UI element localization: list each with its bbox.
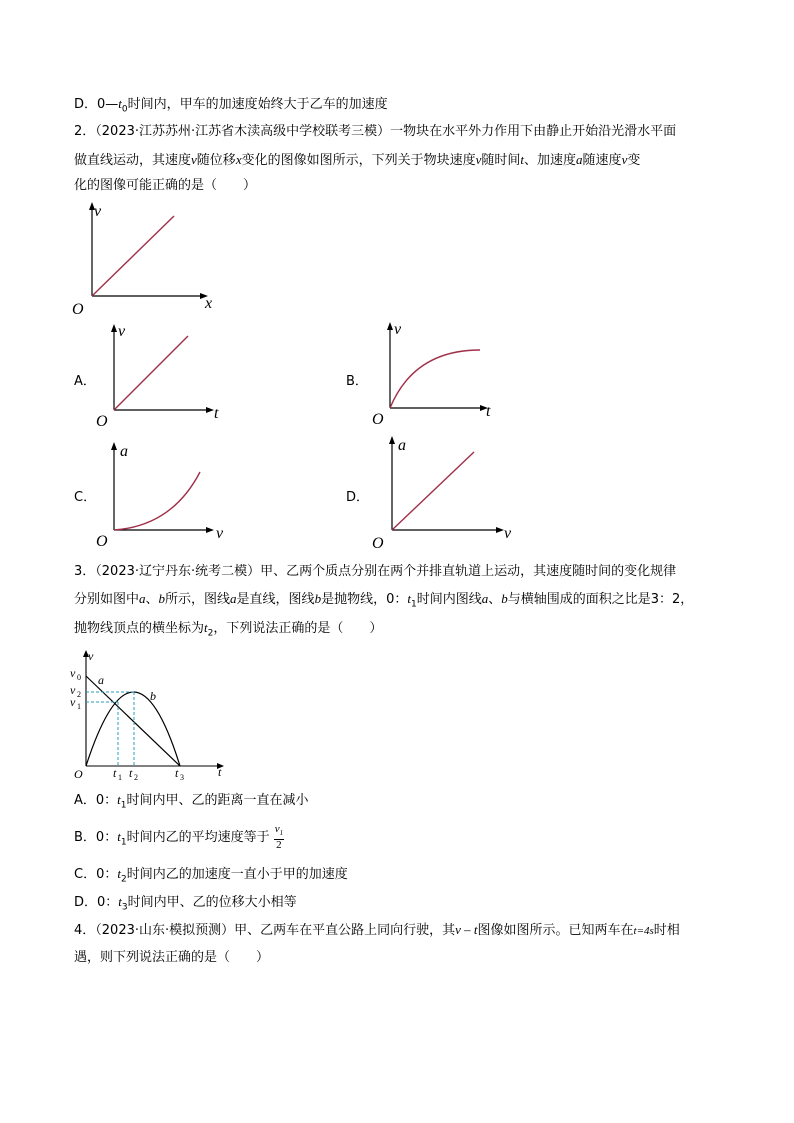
svg-text:v: v: [88, 649, 94, 663]
svg-text:t: t: [214, 405, 219, 422]
q3-line-a: [86, 676, 180, 766]
svg-text:3: 3: [180, 773, 184, 780]
q2-option-c-graph[interactable]: [92, 438, 232, 550]
svg-text:1: 1: [77, 702, 81, 711]
q3-stem-line3: 抛物线顶点的横坐标为$t_2$，下列说法正确的是（ ）: [74, 620, 383, 639]
svg-text:a: a: [120, 443, 128, 460]
q2-main-y-label: v: [94, 203, 102, 220]
q4-stem-line1: 4．（2023·山东·模拟预测）甲、乙两车在平直公路上同向行驶，其v – t图像如图所示。已知两车在t=4s时相: [74, 922, 680, 938]
q2-option-a-label[interactable]: A．: [74, 374, 96, 389]
q2-stem-line2: 做直线运动，其速度v随位移x变化的图像如图所示，下列关于物块速度v随时间t、加速度a随速度v变: [74, 152, 641, 168]
q2-option-a-graph[interactable]: [92, 320, 232, 430]
q2-option-c-label[interactable]: C．: [74, 490, 97, 505]
svg-text:t: t: [175, 766, 179, 780]
svg-text:2: 2: [134, 773, 138, 780]
q3-option-c[interactable]: C．0：$t_2$时间内乙的加速度一直小于甲的加速度: [74, 866, 348, 885]
svg-text:t: t: [113, 766, 117, 780]
svg-text:v: v: [70, 695, 76, 709]
svg-text:2: 2: [77, 690, 81, 699]
svg-text:t: t: [129, 766, 133, 780]
q2-option-d-graph[interactable]: [370, 432, 520, 552]
q3-option-b[interactable]: B．0：$t_1$时间内乙的平均速度等于 $\frac{v_1}{2}$: [74, 823, 284, 852]
q2-main-origin: O: [72, 301, 84, 318]
svg-text:O: O: [96, 533, 108, 550]
q2-main-line: [92, 216, 174, 296]
q3-option-a[interactable]: A．0：$t_1$时间内甲、乙的距离一直在减小: [74, 792, 309, 811]
q1-option-d: D．$0—t_0$时间内，甲车的加速度始终大于乙车的加速度: [74, 96, 388, 115]
q2-main-x-label: x: [205, 295, 213, 312]
svg-text:O: O: [372, 411, 384, 428]
q4-stem-line2: 遇，则下列说法正确的是（ ）: [74, 950, 270, 965]
svg-text:O: O: [372, 535, 384, 552]
q3-stem-line1: 3．（2023·辽宁丹东·统考二模）甲、乙两个质点分别在两个并排直轨道上运动，其速度随时间的变化规律: [74, 564, 677, 579]
q3-vt-graph: [68, 644, 238, 780]
q3-option-d[interactable]: D．0：$t_3$时间内甲、乙的位移大小相等: [74, 894, 297, 913]
q2-stem-line1: 2．（2023·江苏苏州·江苏省木渎高级中学校联考三模）一物块在水平外力作用下由静止开始沿光滑水平面: [74, 124, 677, 139]
q2-stem-line3: 化的图像可能正确的是（ ）: [74, 178, 257, 193]
svg-text:v: v: [70, 683, 76, 697]
svg-text:a: a: [98, 673, 104, 687]
q2-main-graph: [70, 200, 220, 318]
svg-text:v: v: [118, 323, 126, 340]
q2-option-b-graph[interactable]: [368, 318, 508, 428]
q3-stem-line2: 分别如图中a、b所示，图线a是直线，图线b是抛物线，0：$t_1$时间内图线a、b与横轴围成的面积之比是3：2，: [74, 591, 694, 610]
q3-curve-b: [86, 692, 180, 766]
svg-text:a: a: [398, 437, 406, 454]
svg-text:v: v: [504, 525, 512, 542]
svg-text:1: 1: [118, 773, 122, 780]
fraction-v1-over-2: $\frac{v_1}{2}$: [274, 823, 284, 852]
svg-text:t: t: [486, 403, 491, 420]
svg-text:O: O: [74, 767, 83, 780]
svg-text:0: 0: [77, 673, 81, 682]
svg-text:b: b: [150, 689, 156, 703]
svg-text:v: v: [394, 321, 402, 338]
svg-text:O: O: [96, 413, 108, 430]
svg-text:v: v: [70, 666, 76, 680]
q2-option-d-label[interactable]: D．: [346, 490, 370, 505]
svg-text:t: t: [218, 765, 222, 779]
svg-text:v: v: [216, 525, 224, 542]
q2-option-b-label[interactable]: B．: [346, 374, 368, 389]
